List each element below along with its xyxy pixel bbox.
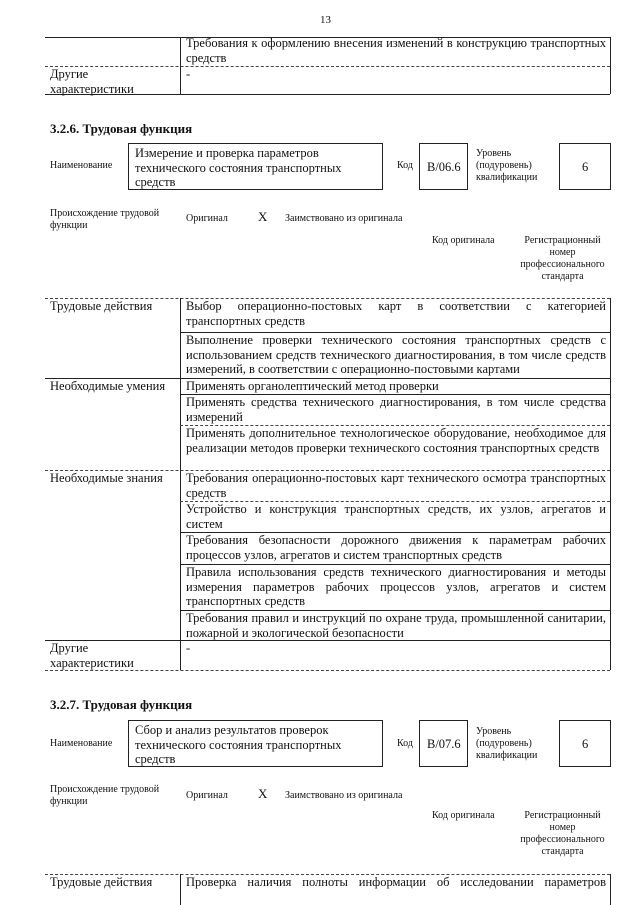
section-heading: 3.2.7. Трудовая функция <box>50 697 193 712</box>
actions-label: Трудовые действия <box>50 299 153 313</box>
reg-number-label: Регистрационный номер профессионального стандарта <box>520 810 605 857</box>
level-box <box>559 720 611 767</box>
knowledge-item: Требования безопасности дорожного движения к параметрам рабочих процессов узлов, агрегатов и систем транспортных средств <box>186 533 606 562</box>
name-label: Наименование <box>50 738 113 749</box>
action-item: Проверка наличия полноты информации об исследовании параметров <box>186 875 606 889</box>
function-name: Сбор и анализ результатов проверок технического состояния транспортных средств <box>135 723 342 766</box>
knowledge-label: Необходимые знания <box>50 471 163 485</box>
original-mark: X <box>258 786 268 801</box>
function-level: 6 <box>582 737 589 751</box>
table-line <box>610 874 611 905</box>
table-line <box>180 298 181 670</box>
name-box <box>128 143 383 190</box>
skill-item: Применять средства технического диагностирования, в том числе средства измерений <box>186 395 606 424</box>
origin-label: Происхождение трудовой функции <box>50 784 160 807</box>
requirement-text: Требования к оформлению внесения изменений в конструкцию транспортных средств <box>186 36 606 65</box>
original-mark: X <box>258 209 268 224</box>
knowledge-item: Устройство и конструкция транспортных средств, их узлов, агрегатов и систем <box>186 502 606 531</box>
code-label: Код <box>397 160 413 171</box>
knowledge-item: Требования операционно-постовых карт технического осмотра транспортных средств <box>186 471 606 500</box>
other-value: - <box>186 67 191 81</box>
skill-item: Применять дополнительное технологическое оборудование, необходимое для реализации методов проверки технического состояния транспортных средств <box>186 426 606 455</box>
code-label: Код <box>397 738 413 749</box>
section-heading: 3.2.6. Трудовая функция <box>50 121 193 136</box>
skills-label: Необходимые умения <box>50 379 166 393</box>
other-label: Другие характеристики <box>50 67 134 96</box>
level-label: Уровень (подуровень) квалификации <box>476 726 538 761</box>
table-line <box>610 37 611 94</box>
action-item: Выбор операционно-постовых карт в соответствии с категорией транспортных средств <box>186 299 606 328</box>
knowledge-item: Правила использования средств технического диагностирования и методы измерения параметров рабочих процессов узлов, агрегатов и систем транспортных средств <box>186 565 606 608</box>
skill-item: Применять органолептический метод проверки <box>186 379 439 393</box>
table-line <box>45 670 610 671</box>
code-original-label: Код оригинала <box>432 235 495 246</box>
original-label: Оригинал <box>186 790 228 801</box>
code-box <box>419 143 468 190</box>
origin-label: Происхождение трудовой функции <box>50 208 160 231</box>
borrowed-label: Заимствовано из оригинала <box>285 213 403 224</box>
table-line <box>610 298 611 670</box>
function-name: Измерение и проверка параметров технического состояния транспортных средств <box>135 146 342 189</box>
name-box <box>128 720 383 767</box>
function-level: 6 <box>582 160 589 174</box>
actions-label: Трудовые действия <box>50 875 153 889</box>
level-label: Уровень (подуровень) квалификации <box>476 148 538 183</box>
other-label: Другие характеристики <box>50 641 134 670</box>
reg-number-label: Регистрационный номер профессионального стандарта <box>520 235 605 282</box>
original-label: Оригинал <box>186 213 228 224</box>
code-original-label: Код оригинала <box>432 810 495 821</box>
table-line <box>180 874 181 905</box>
code-box <box>419 720 468 767</box>
action-item: Выполнение проверки технического состояния транспортных средств с использованием средств технического диагностирования, в том числе средств измерений, в соответствии с операционно-постовыми картами <box>186 333 606 376</box>
function-code: B/06.6 <box>427 160 461 174</box>
level-box <box>559 143 611 190</box>
name-label: Наименование <box>50 160 113 171</box>
page-number: 13 <box>320 14 331 26</box>
knowledge-item: Требования правил и инструкций по охране труда, промышленной санитарии, пожарной и экологической безопасности <box>186 611 606 640</box>
table-line <box>45 94 610 95</box>
borrowed-label: Заимствовано из оригинала <box>285 790 403 801</box>
function-code: B/07.6 <box>427 737 461 751</box>
other-value: - <box>186 641 191 655</box>
